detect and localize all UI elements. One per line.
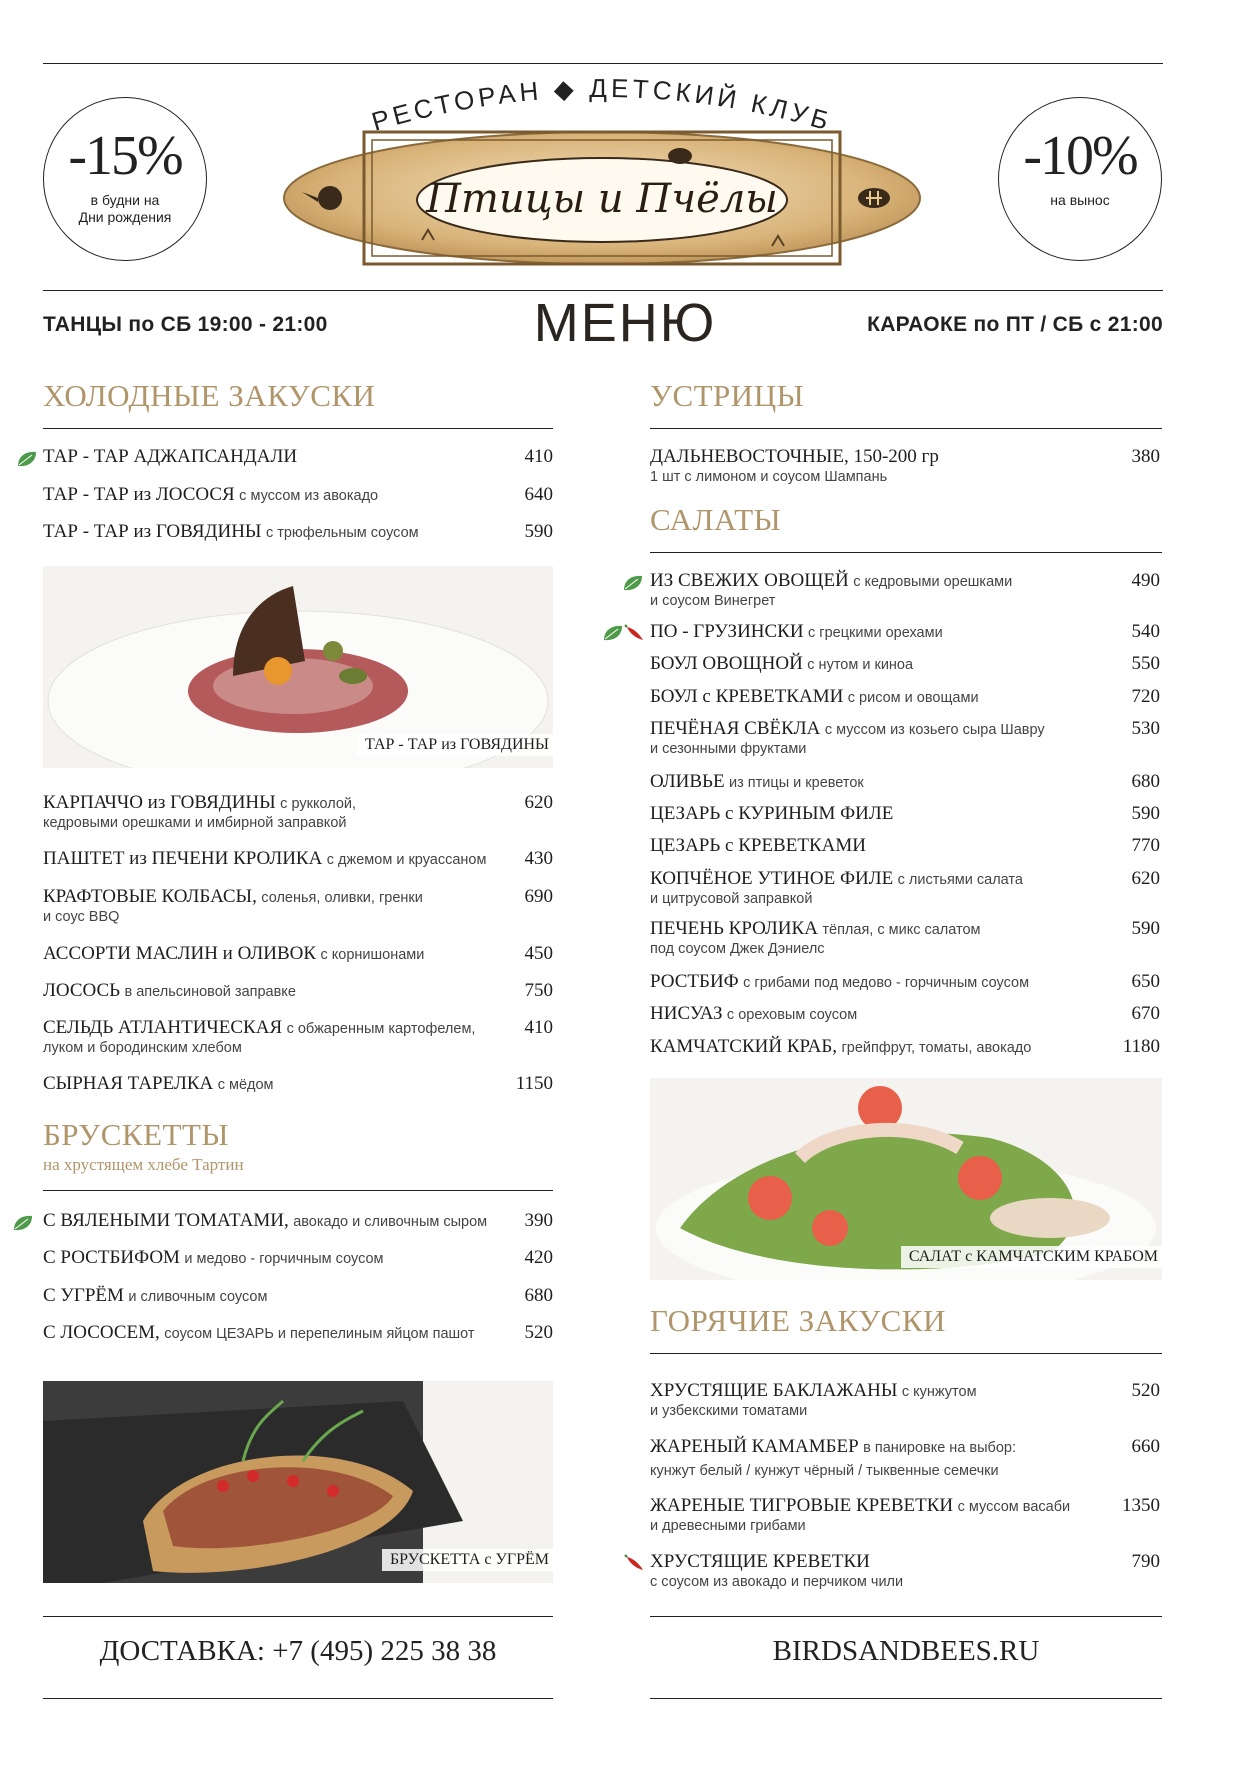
item-desc: с ореховым соусом: [726, 1007, 858, 1023]
item-price: 690: [524, 886, 553, 907]
item-name: АССОРТИ МАСЛИН и ОЛИВОК: [43, 943, 317, 964]
item-desc-line2: и сезонными фруктами: [650, 741, 807, 757]
item-price: 620: [524, 792, 553, 813]
item-price: 720: [1131, 686, 1160, 707]
menu-item: [43, 1073, 553, 1096]
brand-arch-label: РЕСТОРАН ◆ ДЕТСКИЙ КЛУБ: [368, 72, 836, 137]
section-subtitle-bruschetta: на хрустящем хлебе Тартин: [43, 1155, 244, 1174]
item-price: 540: [1131, 621, 1160, 642]
item-desc: с обжаренным картофелем,: [286, 1021, 476, 1037]
item-desc: тёплая, с микс салатом: [822, 922, 981, 938]
menu-item: [650, 835, 1160, 858]
item-desc: с грибами под медово - горчичным соусом: [743, 975, 1030, 991]
item-name: ПЕЧЁНАЯ СВЁКЛА: [650, 718, 821, 739]
menu-item: [650, 621, 1160, 644]
item-name: ПЕЧЕНЬ КРОЛИКА: [650, 918, 818, 939]
menu-item: [650, 1003, 1160, 1026]
section-title-oysters: УСТРИЦЫ: [650, 378, 805, 413]
item-desc: и сливочным соусом: [128, 1289, 268, 1305]
menu-item: [43, 1210, 553, 1233]
menu-item: [43, 980, 553, 1003]
item-price: 520: [1131, 1380, 1160, 1401]
top-rule: [43, 63, 1163, 64]
item-desc-line2: кедровыми орешками и имбирной заправкой: [43, 815, 347, 831]
item-desc: и медово - горчичным соусом: [184, 1251, 384, 1267]
item-desc: в панировке на выбор:: [863, 1440, 1016, 1456]
item-price: 430: [524, 848, 553, 869]
item-price: 590: [524, 521, 553, 542]
item-desc-line2: и цитрусовой заправкой: [650, 891, 813, 907]
item-name: С РОСТБИФОМ: [43, 1247, 180, 1268]
menu-item: [43, 943, 553, 966]
footer-rule-bottom: [650, 1698, 1162, 1699]
item-price: 590: [1131, 803, 1160, 824]
section-rule: [43, 1190, 553, 1191]
leaf-icon: [16, 450, 38, 468]
dance-schedule: ТАНЦЫ по СБ 19:00 - 21:00: [43, 313, 328, 336]
menu-item: [650, 971, 1160, 994]
discount-left-line1: в будни на: [90, 192, 160, 208]
website-link[interactable]: BIRDSANDBEES.RU: [772, 1635, 1040, 1667]
item-price: 670: [1131, 1003, 1160, 1024]
item-name: КАРПАЧЧО из ГОВЯДИНЫ: [43, 792, 276, 813]
item-desc: с листьями салата: [897, 872, 1023, 888]
item-price: 380: [1131, 446, 1160, 467]
item-name: БОУЛ ОВОЩНОЙ: [650, 653, 803, 674]
item-price: 420: [524, 1247, 553, 1268]
item-price: 1180: [1122, 1036, 1160, 1057]
dish-photo-tartare: [43, 566, 553, 768]
item-desc: с муссом васаби: [957, 1499, 1071, 1515]
menu-item: [43, 484, 553, 507]
menu-item: [43, 848, 553, 871]
menu-item: [650, 1495, 1160, 1535]
karaoke-schedule: КАРАОКЕ по ПТ / СБ с 21:00: [867, 313, 1163, 336]
item-name: ТАР - ТАР из ГОВЯДИНЫ: [43, 521, 262, 542]
section-rule: [43, 428, 553, 429]
menu-item: [43, 446, 553, 469]
item-desc: соусом ЦЕЗАРЬ и перепелиным яйцом пашот: [164, 1326, 475, 1342]
item-desc: с рукколой,: [280, 796, 357, 812]
item-price: 390: [524, 1210, 553, 1231]
item-name: ОЛИВЬЕ: [650, 771, 725, 792]
menu-item: [650, 918, 1160, 958]
section-title-hot: ГОРЯЧИЕ ЗАКУСКИ: [650, 1303, 946, 1338]
item-desc: с грецкими орехами: [808, 625, 943, 641]
header-rule: [43, 290, 1163, 291]
menu-item: [43, 1322, 553, 1345]
item-desc-line2: и соус BBQ: [43, 909, 120, 925]
item-price: 660: [1131, 1436, 1160, 1457]
item-name: С УГРЁМ: [43, 1285, 124, 1306]
item-name: ТАР - ТАР из ЛОСОСЯ: [43, 484, 235, 505]
menu-item: [650, 1436, 1160, 1480]
item-price: 790: [1131, 1551, 1160, 1572]
item-price: 770: [1131, 835, 1160, 856]
item-name: РОСТБИФ: [650, 971, 739, 992]
section-title-salads: САЛАТЫ: [650, 502, 782, 537]
item-name: ЦЕЗАРЬ с КРЕВЕТКАМИ: [650, 835, 866, 856]
section-rule: [650, 1353, 1162, 1354]
item-desc: с джемом и круассаном: [326, 852, 487, 868]
item-desc: с мёдом: [217, 1077, 274, 1093]
item-name: ПО - ГРУЗИНСКИ: [650, 621, 804, 642]
leaf-icon: [622, 574, 644, 592]
menu-item: [650, 771, 1160, 794]
discount-right-percent: -10%: [1023, 125, 1137, 187]
menu-item: [650, 803, 1160, 826]
menu-item: [650, 1036, 1160, 1059]
discount-badge-right: [998, 97, 1162, 261]
item-name: СЕЛЬДЬ АТЛАНТИЧЕСКАЯ: [43, 1017, 283, 1038]
item-desc: с муссом из козьего сыра Шавру: [824, 722, 1045, 738]
item-price: 1350: [1122, 1495, 1160, 1516]
item-price: 680: [524, 1285, 553, 1306]
item-price: 450: [524, 943, 553, 964]
item-name: ЦЕЗАРЬ с КУРИНЫМ ФИЛЕ: [650, 803, 894, 824]
item-price: 1150: [515, 1073, 553, 1094]
menu-item: [43, 1285, 553, 1308]
item-name: КРАФТОВЫЕ КОЛБАСЫ,: [43, 886, 257, 907]
item-price: 410: [524, 1017, 553, 1038]
menu-item: [650, 1380, 1160, 1420]
footer-rule-top: [650, 1616, 1162, 1617]
delivery-phone[interactable]: ДОСТАВКА: +7 (495) 225 38 38: [99, 1635, 497, 1667]
item-desc: в апельсиновой заправке: [124, 984, 296, 1000]
menu-item: [43, 886, 553, 926]
item-desc: с рисом и овощами: [847, 690, 979, 706]
item-desc-line2: и узбекскими томатами: [650, 1403, 808, 1419]
chili-icon: [624, 1554, 646, 1572]
item-price: 650: [1131, 971, 1160, 992]
item-price: 520: [524, 1322, 553, 1343]
menu-item: [43, 1017, 553, 1057]
item-price: 490: [1131, 570, 1160, 591]
leaf-icon: [602, 624, 624, 642]
item-name: ХРУСТЯЩИЕ БАКЛАЖАНЫ: [650, 1380, 898, 1401]
section-title-bruschetta: БРУСКЕТТЫ: [43, 1117, 229, 1152]
item-name: С ЛОСОСЕМ,: [43, 1322, 160, 1343]
photo-caption: БРУСКЕТТА с УГРЁМ: [382, 1549, 553, 1571]
item-desc-line2: кунжут белый / кунжут чёрный / тыквенные семечки: [650, 1463, 999, 1479]
menu-item: [650, 570, 1160, 610]
item-desc: соленья, оливки, гренки: [261, 890, 423, 906]
discount-badge-left: [43, 97, 207, 261]
item-name: ПАШТЕТ из ПЕЧЕНИ КРОЛИКА: [43, 848, 323, 869]
section-title-cold: ХОЛОДНЫЕ ЗАКУСКИ: [43, 378, 376, 413]
item-desc: с нутом и киноа: [807, 657, 914, 673]
item-desc-line2: и соусом Винегрет: [650, 593, 776, 609]
page-title: МЕНЮ: [533, 293, 717, 353]
item-price: 530: [1131, 718, 1160, 739]
dish-photo-bruschetta: [43, 1381, 553, 1583]
item-desc: грейпфрут, томаты, авокадо: [841, 1040, 1032, 1056]
footer-rule-top: [43, 1616, 553, 1617]
item-desc: из птицы и креветок: [729, 775, 864, 791]
item-desc-line2: 1 шт с лимоном и соусом Шампань: [650, 469, 888, 485]
chili-icon: [624, 624, 646, 642]
item-desc-line2: под соусом Джек Дэниелс: [650, 941, 825, 957]
item-desc: с кедровыми орешками: [853, 574, 1013, 590]
item-price: 590: [1131, 918, 1160, 939]
dish-photo-crab-salad: [650, 1078, 1162, 1280]
menu-item: [43, 1247, 553, 1270]
item-name: БОУЛ с КРЕВЕТКАМИ: [650, 686, 844, 707]
menu-item: [650, 653, 1160, 676]
item-price: 750: [524, 980, 553, 1001]
leaf-icon: [12, 1214, 34, 1232]
item-name: ТАР - ТАР АДЖАПСАНДАЛИ: [43, 446, 298, 467]
discount-left-line2: Дни рождения: [78, 209, 172, 225]
item-name: ЛОСОСЬ: [43, 980, 121, 1001]
item-price: 620: [1131, 868, 1160, 889]
item-price: 640: [524, 484, 553, 505]
menu-item: [650, 686, 1160, 709]
item-price: 550: [1131, 653, 1160, 674]
item-desc-line2: луком и бородинским хлебом: [43, 1040, 242, 1056]
brand-logo-text: Птицы и Пчёлы: [426, 176, 778, 222]
item-name: КАМЧАТСКИЙ КРАБ,: [650, 1036, 838, 1057]
item-price: 410: [524, 446, 553, 467]
item-name: С ВЯЛЕНЫМИ ТОМАТАМИ,: [43, 1210, 289, 1231]
item-desc-line2: и древесными грибами: [650, 1518, 806, 1534]
section-rule: [650, 428, 1162, 429]
menu-item: [650, 1551, 1160, 1591]
menu-item: [43, 792, 553, 832]
item-desc-line2: с соусом из авокадо и перчиком чили: [650, 1574, 904, 1590]
item-name: СЫРНАЯ ТАРЕЛКА: [43, 1073, 214, 1094]
item-name: КОПЧЁНОЕ УТИНОЕ ФИЛЕ: [650, 868, 894, 889]
item-desc: с корнишонами: [320, 947, 425, 963]
menu-item: [650, 446, 1160, 486]
brand-logo: [272, 70, 932, 280]
item-name: НИСУАЗ: [650, 1003, 723, 1024]
section-rule: [650, 552, 1162, 553]
item-name: ХРУСТЯЩИЕ КРЕВЕТКИ: [650, 1551, 870, 1572]
menu-item: [43, 521, 553, 544]
photo-caption: ТАР - ТАР из ГОВЯДИНЫ: [357, 734, 553, 756]
item-name: ЖАРЕНЫЕ ТИГРОВЫЕ КРЕВЕТКИ: [650, 1495, 954, 1516]
menu-item: [650, 718, 1160, 758]
discount-right-line1: на вынос: [1050, 192, 1110, 208]
footer-rule-bottom: [43, 1698, 553, 1699]
item-name: ИЗ СВЕЖИХ ОВОЩЕЙ: [650, 570, 849, 591]
item-desc: авокадо и сливочным сыром: [293, 1214, 488, 1230]
item-desc: с кунжутом: [901, 1384, 977, 1400]
item-desc: с трюфельным соусом: [265, 525, 419, 541]
brand-emblem: [272, 70, 932, 280]
photo-caption: САЛАТ с КАМЧАТСКИМ КРАБОМ: [901, 1246, 1162, 1268]
discount-left-percent: -15%: [68, 125, 182, 187]
item-price: 680: [1131, 771, 1160, 792]
item-desc: с муссом из авокадо: [239, 488, 379, 504]
menu-item: [650, 868, 1160, 908]
item-name: ЖАРЕНЫЙ КАМАМБЕР: [650, 1436, 859, 1457]
item-name: ДАЛЬНЕВОСТОЧНЫЕ, 150-200 гр: [650, 446, 939, 467]
